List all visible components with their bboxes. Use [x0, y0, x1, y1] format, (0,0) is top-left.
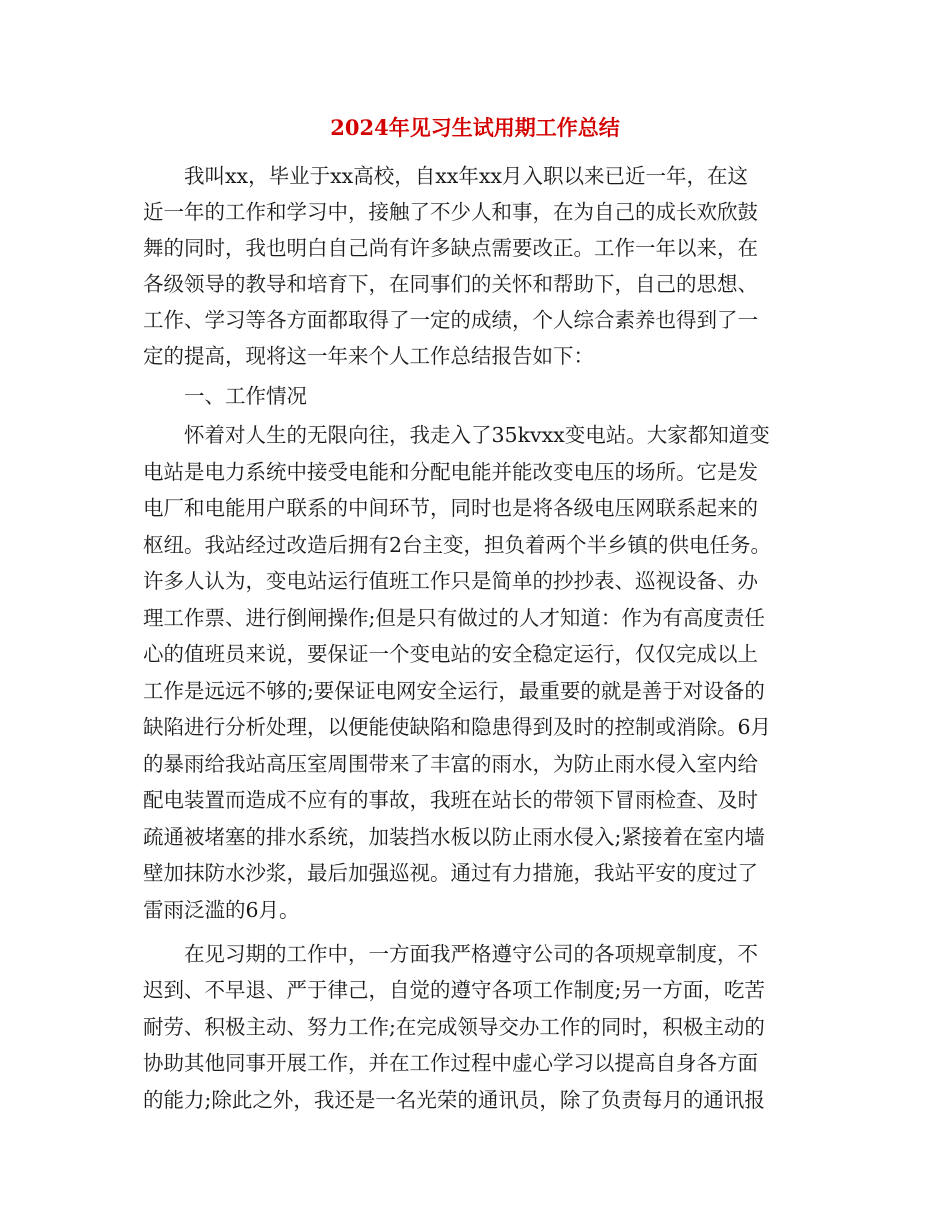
body-line: 雷雨泛滥的6月。 [143, 898, 300, 922]
body-line: 工作是远远不够的;要保证电网安全运行，最重要的就是善于对设备的 [143, 679, 765, 703]
body-line: 迟到、不早退、严于律己，自觉的遵守各项工作制度;另一方面，吃苦 [143, 978, 765, 1002]
body-line: 定的提高，现将这一年来个人工作总结报告如下： [143, 344, 594, 368]
body-line: 协助其他同事开展工作，并在工作过程中虚心学习以提高自身各方面 [143, 1051, 758, 1075]
body-line: 怀着对人生的无限向往，我走入了35kvxx变电站。大家都知道变 [143, 423, 770, 447]
body-line: 近一年的工作和学习中，接触了不少人和事，在为自己的成长欢欣鼓 [143, 200, 758, 224]
body-line: 舞的同时，我也明白自己尚有许多缺点需要改正。工作一年以来，在 [143, 236, 758, 260]
body-line: 心的值班员来说，要保证一个变电站的安全稳定运行，仅仅完成以上 [143, 642, 758, 666]
body-line: 配电装置而造成不应有的事故，我班在站长的带领下冒雨检查、及时 [143, 788, 758, 812]
document-title: 2024年见习生试用期工作总结 [330, 115, 620, 140]
body-line: 电站是电力系统中接受电能和分配电能并能改变电压的场所。它是发 [143, 460, 758, 484]
body-line: 的暴雨给我站高压室周围带来了丰富的雨水，为防止雨水侵入室内给 [143, 752, 758, 776]
body-line: 缺陷进行分析处理，以便能使缺陷和隐患得到及时的控制或消除。6月 [143, 715, 772, 739]
body-line: 理工作票、进行倒闸操作;但是只有做过的人才知道：作为有高度责任 [143, 606, 765, 630]
body-line: 枢纽。我站经过改造后拥有2台主变，担负着两个半乡镇的供电任务。 [143, 533, 772, 557]
body-line: 我叫xx，毕业于xx高校，自xx年xx月入职以来已近一年，在这 [143, 164, 748, 188]
body-line: 壁加抹防水沙浆，最后加强巡视。通过有力措施，我站平安的度过了 [143, 861, 758, 885]
body-line: 耐劳、积极主动、努力工作;在完成领导交办工作的同时，积极主动的 [143, 1015, 765, 1039]
body-line: 各级领导的教导和培育下，在同事们的关怀和帮助下，自己的思想、 [143, 272, 758, 296]
body-line: 疏通被堵塞的排水系统，加装挡水板以防止雨水侵入;紧接着在室内墙 [143, 825, 765, 849]
section-heading: 一、工作情况 [143, 384, 307, 408]
body-line: 工作、学习等各方面都取得了一定的成绩，个人综合素养也得到了一 [143, 308, 758, 332]
body-line: 许多人认为，变电站运行值班工作只是简单的抄抄表、巡视设备、办 [143, 569, 758, 593]
body-line: 电厂和电能用户联系的中间环节，同时也是将各级电压网联系起来的 [143, 496, 758, 520]
body-line: 的能力;除此之外，我还是一名光荣的通讯员，除了负责每月的通讯报 [143, 1088, 765, 1112]
body-line: 在见习期的工作中，一方面我严格遵守公司的各项规章制度，不 [143, 942, 758, 966]
